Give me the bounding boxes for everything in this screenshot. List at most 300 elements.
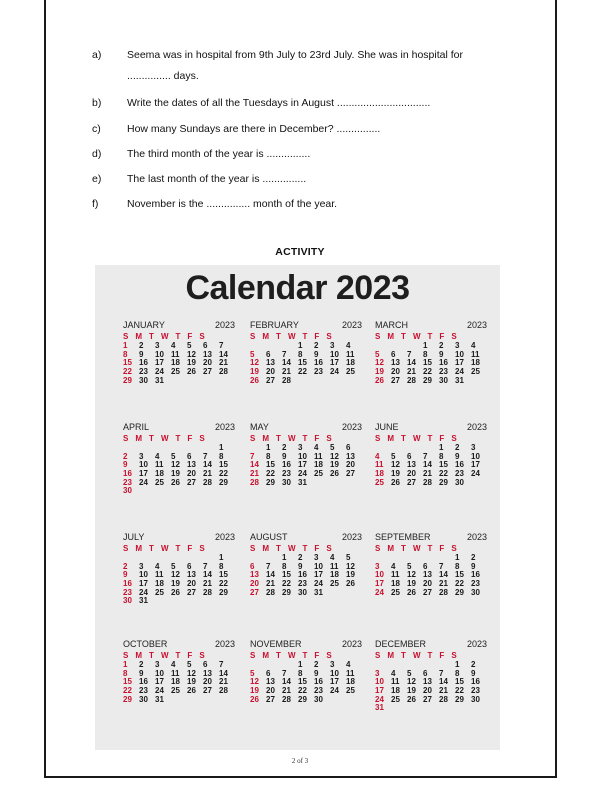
- date: 20: [266, 685, 275, 695]
- date: 15: [219, 570, 228, 580]
- date: 5: [407, 561, 412, 571]
- date: 3: [471, 443, 476, 453]
- month-march: [375, 321, 487, 385]
- date: 13: [266, 358, 275, 368]
- date: 31: [314, 587, 323, 597]
- date: 4: [391, 668, 396, 678]
- date: 6: [423, 561, 428, 571]
- month-june: [375, 423, 487, 487]
- week-row: [123, 696, 235, 705]
- date: 30: [471, 587, 480, 597]
- date: 23: [139, 366, 148, 376]
- month-header: [375, 423, 487, 432]
- date: 8: [455, 561, 460, 571]
- sunday-date: 25: [375, 477, 384, 487]
- date: 11: [391, 677, 400, 687]
- sunday-date: 5: [250, 349, 255, 359]
- sunday-date: 15: [123, 677, 132, 687]
- date: 12: [171, 570, 180, 580]
- date: 10: [455, 349, 464, 359]
- date: 10: [298, 451, 307, 461]
- date: 29: [439, 477, 448, 487]
- question-text: November is the ............... month of the year.: [127, 198, 338, 210]
- date: 26: [407, 587, 416, 597]
- sunday-date: 31: [375, 703, 384, 713]
- sunday-date: 12: [250, 677, 259, 687]
- date: 23: [314, 685, 323, 695]
- month-name: DECEMBER: [375, 639, 427, 649]
- month-header: [123, 321, 235, 330]
- date: 30: [282, 477, 291, 487]
- date: 14: [439, 677, 448, 687]
- date: 2: [455, 443, 460, 453]
- date: 10: [330, 349, 339, 359]
- month-january: [123, 321, 235, 385]
- date: 6: [346, 443, 351, 453]
- date: 27: [203, 685, 212, 695]
- date: 28: [203, 477, 212, 487]
- date: 10: [139, 570, 148, 580]
- date: 14: [219, 668, 228, 678]
- date: 23: [298, 578, 307, 588]
- date: 9: [314, 349, 319, 359]
- date: 29: [282, 587, 291, 597]
- date: 10: [155, 668, 164, 678]
- week-row: [375, 704, 487, 713]
- date: 31: [298, 477, 307, 487]
- date: 14: [439, 570, 448, 580]
- sunday-date: 16: [123, 578, 132, 588]
- question-text: How many Sundays are there in December? ...............: [127, 123, 381, 135]
- date: 20: [346, 460, 355, 470]
- date: 1: [439, 443, 444, 453]
- date: 5: [407, 668, 412, 678]
- date: 6: [203, 341, 208, 351]
- date: 7: [266, 561, 271, 571]
- date: 11: [346, 668, 355, 678]
- month-october: [123, 640, 235, 704]
- date: 7: [407, 349, 412, 359]
- date: 4: [330, 553, 335, 563]
- sunday-date: 22: [123, 366, 132, 376]
- date: 28: [423, 477, 432, 487]
- date: 26: [187, 366, 196, 376]
- date: 3: [298, 443, 303, 453]
- date: 11: [314, 451, 323, 461]
- date: 1: [455, 660, 460, 670]
- month-name: AUGUST: [250, 532, 288, 542]
- month-year: 2023: [341, 422, 362, 432]
- month-header: [250, 423, 362, 432]
- date: 16: [314, 677, 323, 687]
- date: 10: [139, 460, 148, 470]
- date: 26: [171, 477, 180, 487]
- month-year: 2023: [341, 320, 362, 330]
- sunday-date: 27: [250, 587, 259, 597]
- date: 20: [203, 358, 212, 368]
- date: 9: [298, 561, 303, 571]
- sunday-date: 11: [375, 460, 384, 470]
- date: 2: [139, 660, 144, 670]
- date: 7: [219, 341, 224, 351]
- date: 14: [423, 460, 432, 470]
- question-label: d): [92, 148, 102, 160]
- date: 1: [219, 443, 224, 453]
- sunday-date: 22: [123, 685, 132, 695]
- date: 9: [471, 561, 476, 571]
- date: 19: [391, 468, 400, 478]
- date: 7: [203, 451, 208, 461]
- date: 17: [471, 460, 480, 470]
- sunday-date: 1: [123, 660, 128, 670]
- date: 12: [187, 668, 196, 678]
- sunday-date: 9: [123, 570, 128, 580]
- month-december: [375, 640, 487, 713]
- date: 11: [171, 349, 180, 359]
- date: 1: [298, 660, 303, 670]
- date: 29: [455, 694, 464, 704]
- sunday-date: 19: [375, 366, 384, 376]
- month-header: [250, 321, 362, 330]
- date: 12: [346, 561, 355, 571]
- date: 24: [155, 366, 164, 376]
- date: 13: [407, 460, 416, 470]
- date: 15: [455, 677, 464, 687]
- date: 27: [346, 468, 355, 478]
- weekday-header: S M T W T F S: [250, 543, 335, 553]
- date: 21: [439, 578, 448, 588]
- date: 20: [407, 468, 416, 478]
- date: 5: [171, 561, 176, 571]
- date: 7: [282, 349, 287, 359]
- sunday-date: 17: [375, 685, 384, 695]
- date: 20: [187, 578, 196, 588]
- date: 5: [187, 341, 192, 351]
- sunday-date: 5: [375, 349, 380, 359]
- date: 4: [155, 451, 160, 461]
- date: 4: [391, 561, 396, 571]
- question-label: f): [92, 198, 99, 210]
- date: 9: [455, 451, 460, 461]
- date: 6: [187, 451, 192, 461]
- week-row: [123, 479, 235, 488]
- date: 6: [187, 561, 192, 571]
- question-label: a): [92, 49, 102, 61]
- date: 13: [187, 570, 196, 580]
- date: 17: [330, 677, 339, 687]
- sunday-date: 19: [250, 685, 259, 695]
- week-row: [123, 487, 235, 496]
- sunday-date: 28: [250, 477, 259, 487]
- date: 8: [298, 349, 303, 359]
- date: 20: [391, 366, 400, 376]
- date: 14: [282, 677, 291, 687]
- month-name: APRIL: [123, 422, 150, 432]
- sunday-date: 16: [123, 468, 132, 478]
- date: 2: [471, 553, 476, 563]
- month-year: 2023: [466, 320, 487, 330]
- date: 5: [171, 451, 176, 461]
- month-header: [250, 533, 362, 542]
- date: 31: [455, 375, 464, 385]
- month-august: [250, 533, 362, 597]
- month-name: NOVEMBER: [250, 639, 302, 649]
- date: 8: [219, 451, 224, 461]
- month-year: 2023: [214, 639, 235, 649]
- week-row: [123, 597, 235, 606]
- date: 27: [266, 694, 275, 704]
- month-name: JULY: [123, 532, 145, 542]
- sunday-date: 3: [375, 561, 380, 571]
- week-row: [250, 696, 362, 705]
- month-year: 2023: [214, 532, 235, 542]
- question-text: The last month of the year is ...............: [127, 173, 307, 185]
- date: 14: [219, 349, 228, 359]
- date: 31: [155, 375, 164, 385]
- date: 5: [187, 660, 192, 670]
- date: 12: [187, 349, 196, 359]
- date: 1: [298, 341, 303, 351]
- date: 2: [439, 341, 444, 351]
- date: 21: [219, 677, 228, 687]
- date: 1: [219, 553, 224, 563]
- date: 8: [455, 668, 460, 678]
- date: 9: [314, 668, 319, 678]
- date: 28: [439, 694, 448, 704]
- sunday-date: 9: [123, 460, 128, 470]
- date: 11: [471, 349, 480, 359]
- date: 8: [298, 668, 303, 678]
- weekday-header: S M T W T F S: [375, 543, 460, 553]
- week-row: [375, 696, 487, 705]
- date: 17: [155, 358, 164, 368]
- date: 27: [187, 477, 196, 487]
- date: 3: [455, 341, 460, 351]
- date: 4: [471, 341, 476, 351]
- date: 10: [314, 561, 323, 571]
- date: 29: [219, 477, 228, 487]
- date: 11: [330, 561, 339, 571]
- date: 4: [171, 341, 176, 351]
- month-name: MAY: [250, 422, 269, 432]
- date: 18: [346, 358, 355, 368]
- sunday-date: 30: [123, 486, 132, 496]
- date: 18: [155, 468, 164, 478]
- month-year: 2023: [466, 532, 487, 542]
- date: 16: [282, 460, 291, 470]
- date: 15: [266, 460, 275, 470]
- date: 4: [155, 561, 160, 571]
- month-header: [375, 640, 487, 649]
- date: 23: [455, 468, 464, 478]
- date: 17: [455, 358, 464, 368]
- date: 22: [439, 468, 448, 478]
- date: 12: [171, 460, 180, 470]
- week-row: [375, 377, 487, 386]
- date: 29: [266, 477, 275, 487]
- date: 17: [314, 570, 323, 580]
- date: 22: [455, 685, 464, 695]
- date: 23: [314, 366, 323, 376]
- date: 9: [139, 349, 144, 359]
- weekday-header: S M T W T F S: [250, 331, 335, 341]
- date: 27: [187, 587, 196, 597]
- sunday-date: 29: [123, 375, 132, 385]
- date: 6: [266, 349, 271, 359]
- date: 18: [314, 460, 323, 470]
- date: 29: [219, 587, 228, 597]
- date: 8: [423, 349, 428, 359]
- date: 18: [471, 358, 480, 368]
- date: 26: [187, 685, 196, 695]
- date: 16: [439, 358, 448, 368]
- sunday-date: 29: [123, 694, 132, 704]
- date: 21: [203, 578, 212, 588]
- week-row: [375, 589, 487, 598]
- date: 21: [282, 685, 291, 695]
- sunday-date: 2: [123, 561, 128, 571]
- date: 8: [282, 561, 287, 571]
- question-text: Write the dates of all the Tuesdays in August ................................: [127, 97, 431, 109]
- sunday-date: 8: [123, 349, 128, 359]
- date: 2: [282, 443, 287, 453]
- date: 8: [439, 451, 444, 461]
- date: 20: [423, 685, 432, 695]
- date: 7: [282, 668, 287, 678]
- date: 26: [407, 694, 416, 704]
- date: 6: [423, 668, 428, 678]
- month-header: [123, 533, 235, 542]
- date: 25: [391, 694, 400, 704]
- date: 3: [139, 561, 144, 571]
- week-row: [250, 377, 362, 386]
- page-border-right: [555, 0, 557, 778]
- date: 19: [407, 578, 416, 588]
- date: 22: [219, 578, 228, 588]
- date: 9: [471, 668, 476, 678]
- month-year: 2023: [466, 639, 487, 649]
- sunday-date: 12: [375, 358, 384, 368]
- date: 18: [171, 358, 180, 368]
- date: 15: [282, 570, 291, 580]
- sunday-date: 21: [250, 468, 259, 478]
- sunday-date: 30: [123, 596, 132, 606]
- page-border-left: [44, 0, 46, 778]
- date: 16: [471, 677, 480, 687]
- weekday-header: S M T W T F S: [375, 331, 460, 341]
- date: 29: [423, 375, 432, 385]
- sunday-date: 15: [123, 358, 132, 368]
- date: 22: [282, 578, 291, 588]
- date: 17: [139, 578, 148, 588]
- sunday-date: 18: [375, 468, 384, 478]
- calendar-image: [95, 265, 500, 750]
- date: 13: [391, 358, 400, 368]
- date: 25: [171, 366, 180, 376]
- date: 16: [471, 570, 480, 580]
- date: 3: [330, 341, 335, 351]
- date: 10: [330, 668, 339, 678]
- weekday-header: S M T W T F S: [375, 433, 460, 443]
- date: 18: [155, 578, 164, 588]
- date: 13: [423, 570, 432, 580]
- sunday-date: 3: [375, 668, 380, 678]
- sunday-date: 13: [250, 570, 259, 580]
- date: 13: [187, 460, 196, 470]
- date: 6: [407, 451, 412, 461]
- date: 13: [266, 677, 275, 687]
- sunday-date: 10: [375, 677, 384, 687]
- date: 15: [219, 460, 228, 470]
- month-name: JANUARY: [123, 320, 165, 330]
- date: 19: [407, 685, 416, 695]
- month-september: [375, 533, 487, 597]
- date: 23: [282, 468, 291, 478]
- weekday-header: S M T W T F S: [123, 433, 208, 443]
- date: 22: [298, 685, 307, 695]
- date: 21: [423, 468, 432, 478]
- date: 5: [330, 443, 335, 453]
- date: 29: [298, 694, 307, 704]
- question-text: The third month of the year is ...............: [127, 148, 311, 160]
- date: 14: [282, 358, 291, 368]
- month-name: SEPTEMBER: [375, 532, 431, 542]
- date: 13: [346, 451, 355, 461]
- date: 20: [266, 366, 275, 376]
- date: 24: [455, 366, 464, 376]
- date: 17: [139, 468, 148, 478]
- date: 11: [346, 349, 355, 359]
- sunday-date: 19: [250, 366, 259, 376]
- date: 31: [139, 596, 148, 606]
- weekday-header: S M T W T F S: [250, 650, 335, 660]
- date: 22: [219, 468, 228, 478]
- question-label: e): [92, 173, 102, 185]
- date: 25: [471, 366, 480, 376]
- date: 2: [471, 660, 476, 670]
- date: 25: [330, 578, 339, 588]
- date: 4: [171, 660, 176, 670]
- month-year: 2023: [466, 422, 487, 432]
- month-name: JUNE: [375, 422, 399, 432]
- date: 11: [171, 668, 180, 678]
- date: 30: [439, 375, 448, 385]
- date: 24: [471, 468, 480, 478]
- date: 27: [203, 366, 212, 376]
- date: 24: [298, 468, 307, 478]
- date: 23: [471, 578, 480, 588]
- date: 30: [139, 375, 148, 385]
- sunday-date: 12: [250, 358, 259, 368]
- month-year: 2023: [341, 639, 362, 649]
- date: 23: [471, 685, 480, 695]
- weekday-header: S M T W T F S: [250, 433, 335, 443]
- date: 25: [346, 685, 355, 695]
- date: 27: [391, 375, 400, 385]
- date: 23: [439, 366, 448, 376]
- date: 3: [155, 660, 160, 670]
- date: 30: [298, 587, 307, 597]
- date: 14: [407, 358, 416, 368]
- date: 6: [391, 349, 396, 359]
- date: 22: [298, 366, 307, 376]
- sunday-date: 26: [250, 375, 259, 385]
- date: 3: [330, 660, 335, 670]
- sunday-date: 5: [250, 668, 255, 678]
- date: 5: [391, 451, 396, 461]
- sunday-date: 24: [375, 587, 384, 597]
- date: 2: [314, 660, 319, 670]
